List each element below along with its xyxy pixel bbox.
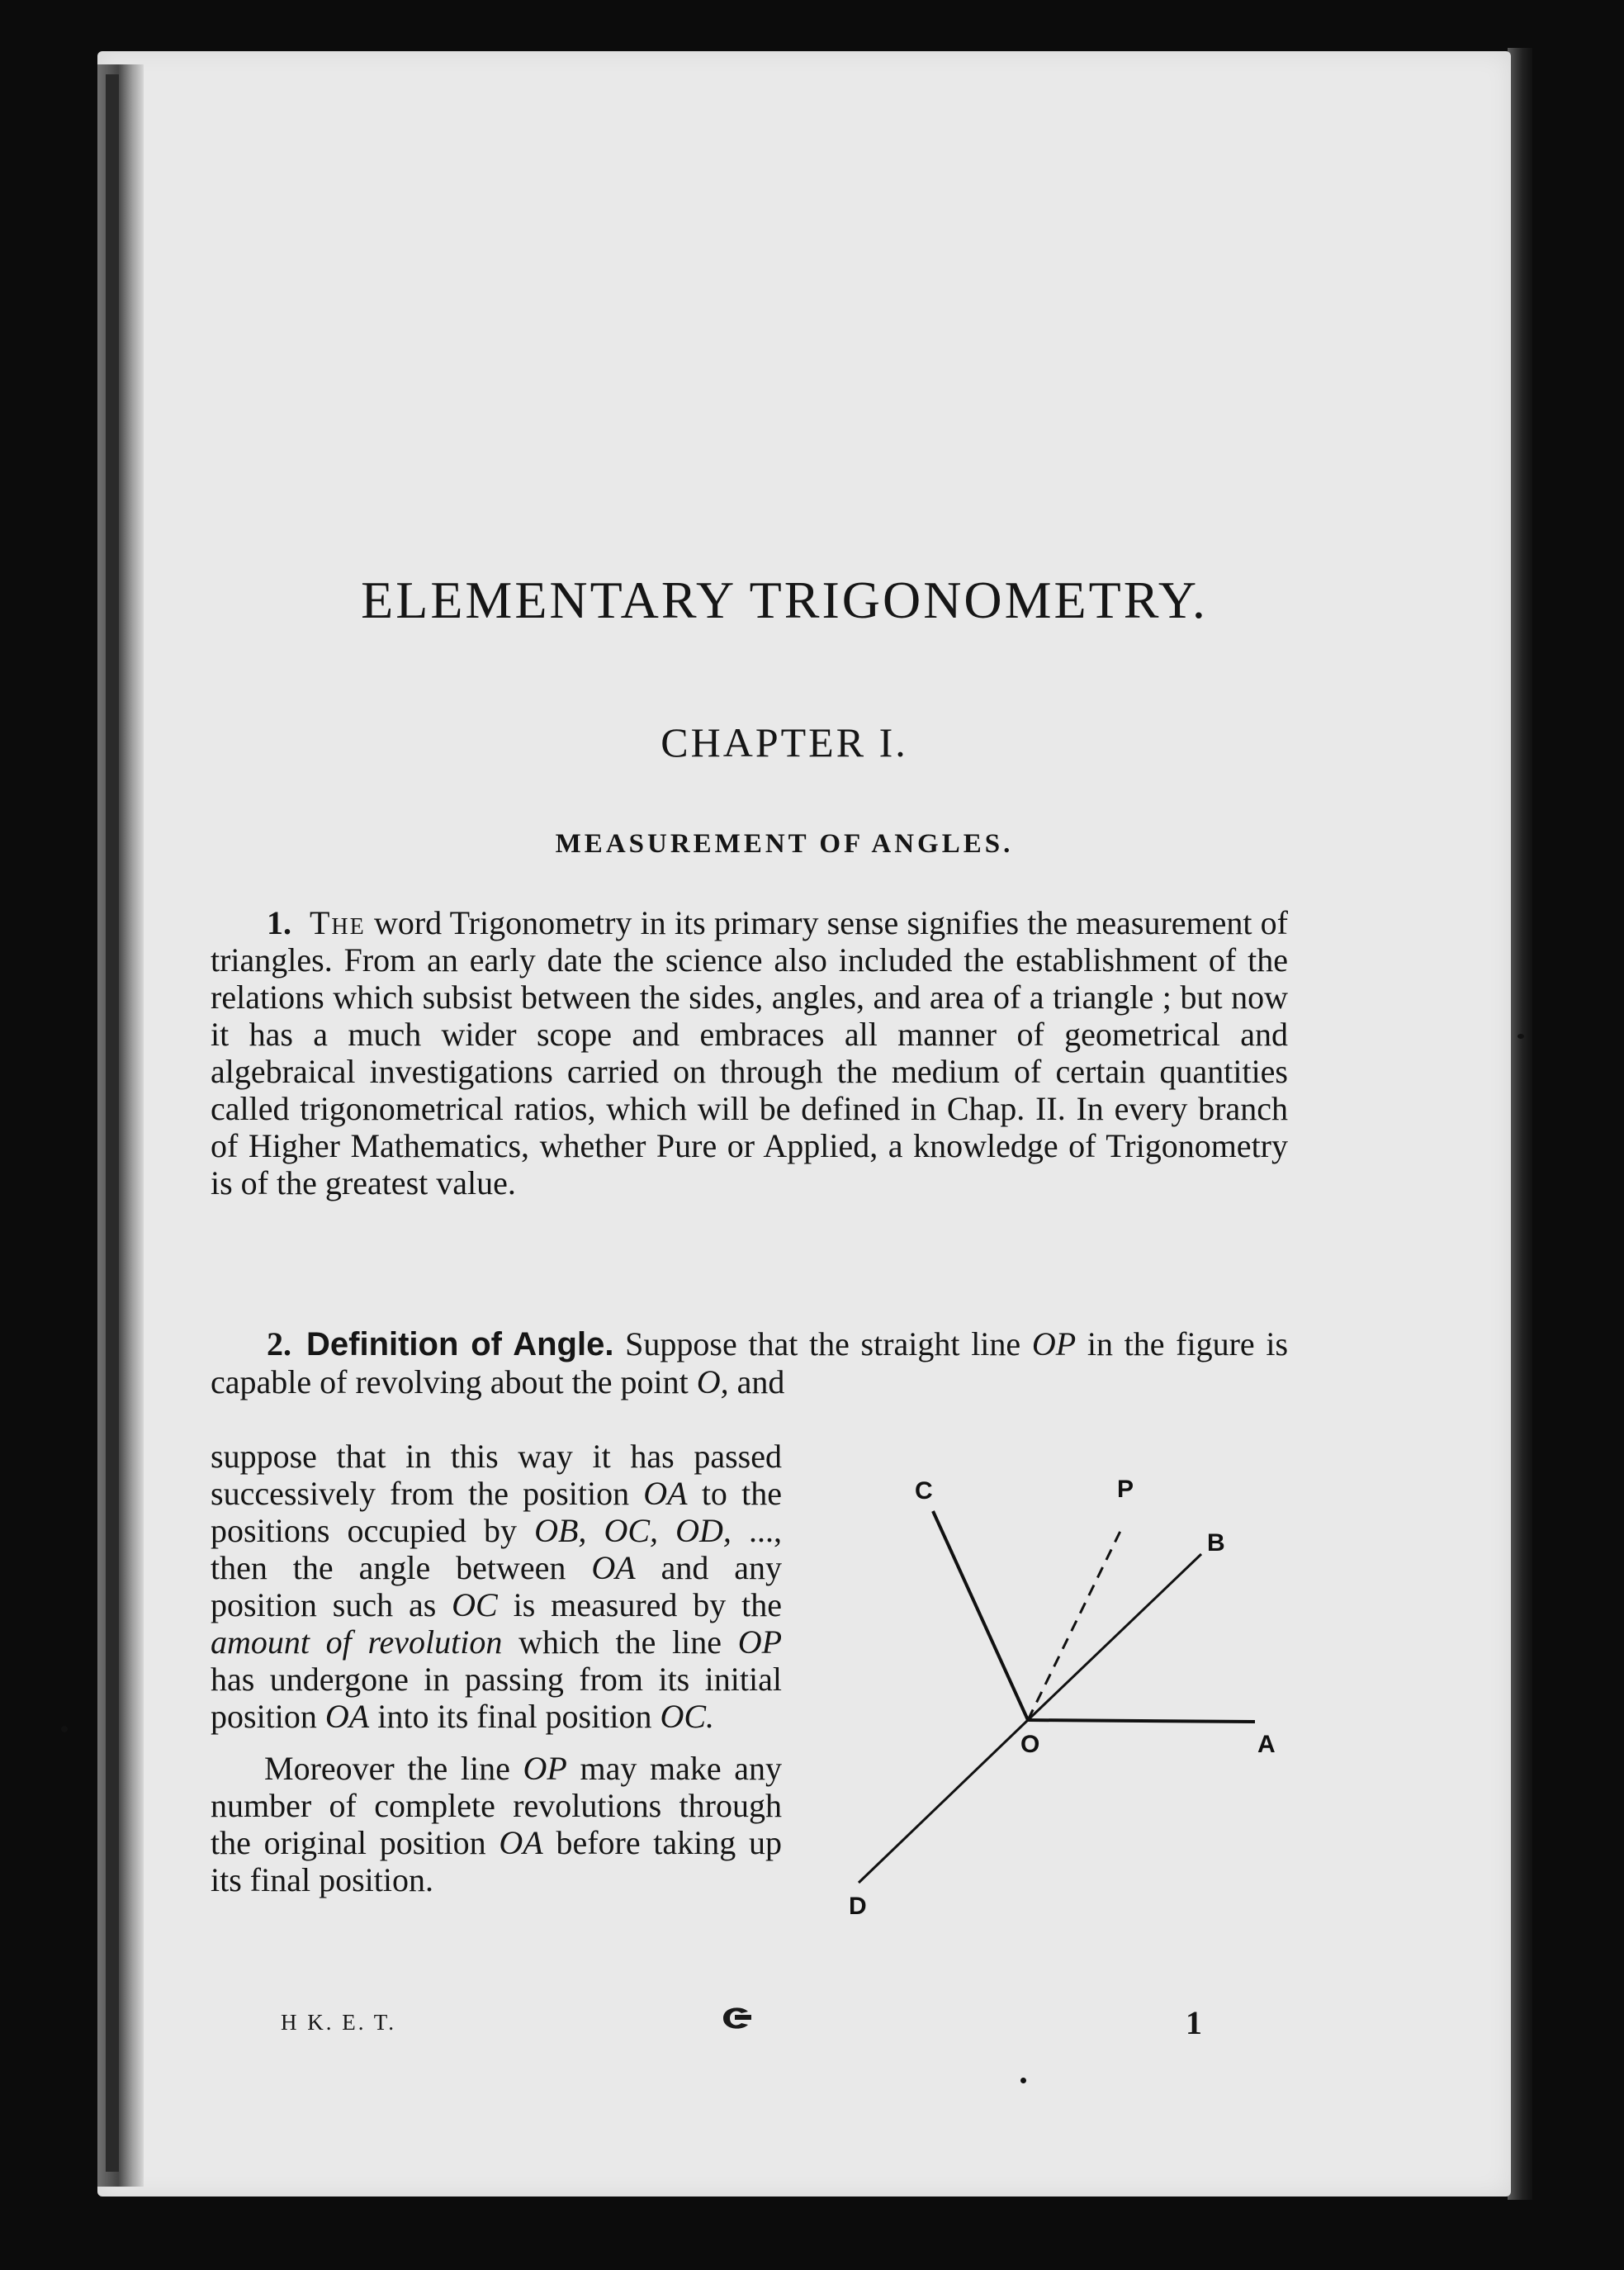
text-run: suppose that in this way it has passed successively from the position [211,1438,782,1512]
text-run: to the positions occupied by [211,1475,782,1549]
line-op-dashed [1028,1526,1123,1720]
math-symbol: OP [737,1623,783,1661]
article-number: 1. [267,904,291,941]
article-2-column [211,1438,782,1898]
article-heading: Definition of Angle. [306,1326,614,1362]
text-run: may make any number of complete revolutions through the original position [211,1750,783,1861]
article-number: 2. [267,1325,291,1362]
label-c: C [915,1477,933,1505]
label-o: O [1020,1731,1040,1758]
text-run: ..., then the angle between [211,1512,782,1586]
ornament-icon [717,2002,758,2035]
math-symbol: OA [499,1824,543,1861]
label-a: A [1257,1731,1276,1758]
article-2-intro [211,1325,1288,1400]
book-spine-shadow [106,74,119,2172]
article-2-paragraph-2 [211,1750,782,1898]
text-run: and any position such as [211,1549,782,1623]
text-run: which the line [518,1623,722,1661]
angle-figure [817,1462,1313,1932]
text-run: in the figure is capable of revolving about the point [211,1325,1289,1400]
text-run: Suppose that the straight line [625,1325,1021,1362]
math-symbol: OC. [660,1698,715,1735]
signature-mark: H K. E. T. [281,2010,396,2035]
book-spine [97,64,144,2187]
speck [1517,1034,1524,1039]
book-title: ELEMENTARY TRIGONOMETRY. [361,571,1208,629]
text-run: and [736,1363,785,1400]
line-od [859,1720,1028,1883]
text-run: Moreover the line [264,1750,510,1787]
article-text: word Trigonometry in its primary sense signifies the measurement of triangles. From an early date the science also included the establishment of the relations which subsist between the sides, angles, and area of a triangle ; but now it has a much wider scope and embraces all manner of geometrical and algebraical investigations carried on through the medium of certain quantities called trigonometrical ratios, which will be defined in Chap. II. In every branch of Higher Mathematics, whether Pure or Applied, a knowledge of Trigonometry is of the greatest value. [211,904,1289,1201]
page-number: 1 [1186,2004,1202,2041]
math-symbol: OA [324,1698,370,1735]
emphasis: amount of revolution [211,1623,503,1661]
line-ob [1028,1554,1201,1720]
math-symbol: OC [452,1586,498,1623]
math-symbol: O, [696,1363,729,1400]
chapter-heading: CHAPTER I. [660,719,908,765]
text-run: is measured by the [513,1586,783,1623]
text-run: into its final position [377,1698,652,1735]
line-oa [1028,1720,1255,1722]
speck [61,1726,68,1732]
text-run: before taking up its final position. [211,1824,783,1898]
math-symbol: OP [1031,1325,1077,1362]
line-oc [933,1511,1028,1720]
label-p: P [1117,1476,1134,1503]
text-run: has undergone in passing from its initial position [211,1661,782,1735]
math-symbol: OP [523,1750,567,1787]
math-symbol: OA [591,1549,636,1586]
section-heading: MEASUREMENT OF ANGLES. [555,829,1014,859]
label-d: D [849,1893,867,1920]
speck [1020,2078,1026,2083]
math-symbol: OB, OC, OD, [534,1512,732,1549]
article-2-paragraph [211,1438,782,1735]
label-b: B [1207,1529,1225,1557]
article-1 [211,904,1288,1201]
article-lead: The [310,904,366,941]
page-edge [1508,48,1532,2200]
math-symbol: OA [643,1475,688,1512]
